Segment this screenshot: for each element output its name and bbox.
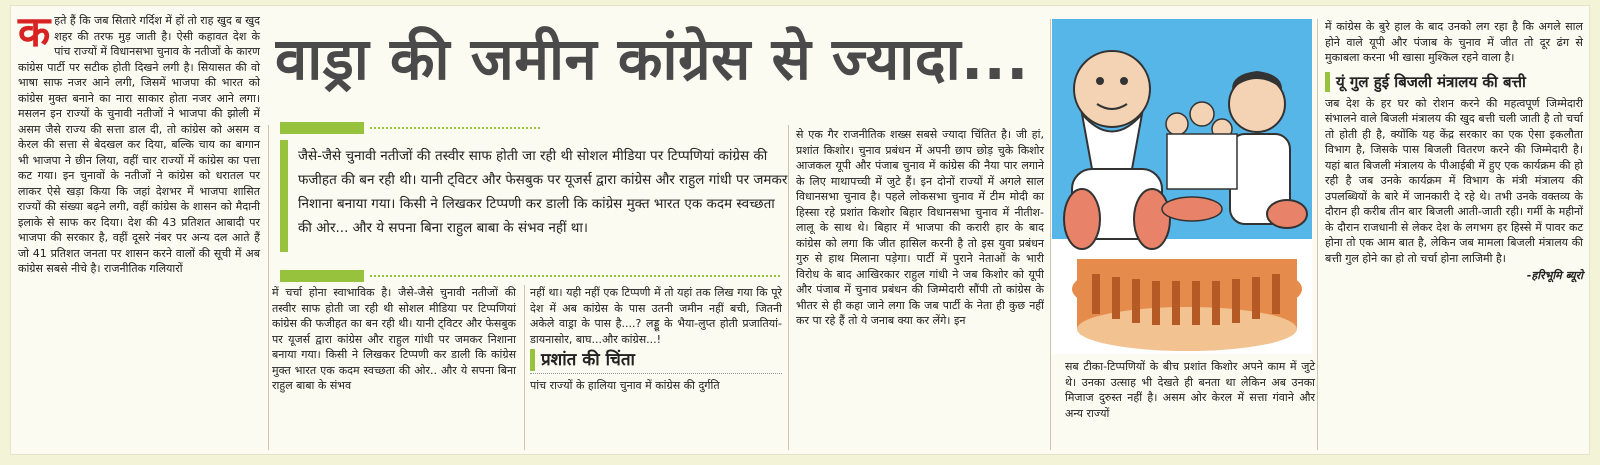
column-divider [268, 125, 269, 450]
byline-credit: -हरिभूमि ब्यूरो [1526, 269, 1583, 282]
cartoon-illustration [1052, 19, 1312, 354]
column-divider [1050, 19, 1051, 450]
pullquote-top-bar [280, 122, 364, 134]
subhead-prashant: प्रशांत की चिंता [530, 349, 782, 371]
newspaper-page [10, 5, 1590, 455]
column-5-text: सब टीका-टिप्पणियों के बीच प्रशांत किशोर अपने काम में जुटे थे। उनका उत्साह भी देखते ही बनता था लेकिन अब उनका मिजाज दुरुस्त नहीं है। असम ओर केरल में सत्ता गंवाने और अन्य राज्यों [1065, 360, 1315, 420]
political-cartoon [1052, 19, 1312, 379]
pullquote-bottom-bar [280, 270, 364, 282]
pullquote-top-dots [370, 127, 540, 129]
pullquote-bottom-dots [370, 275, 780, 277]
column-divider [524, 285, 525, 450]
left-figure-head [1074, 51, 1150, 127]
pull-quote [280, 122, 790, 267]
column-3-text: नहीं था। यही नहीं एक टिप्पणी में तो यहां तक लिख गया कि पूरे देश में अब कांग्रेस के पास उतनी जमीन नहीं बची, जितनी अकेले वाड्रा के पास है....? लड्डू के भैया-लुप्त होती प्रजातियां- डायनासोर, बाघ...और कांग्रेस...! [530, 286, 782, 346]
column-6b-text: जब देश के हर घर को रोशन करने की महत्वपूर्ण जिम्मेदारी संभालने वाले बिजली मंत्रालय की खुद बत्ती चली जाती है तो चर्चा तो होती ही है, क्योंकि यह केंद्र सरकार का एक ऐसा इकलौता विभाग है, जिसके पास बिजली वितरण करने की जिम्मेदारी है। यहां बात बिजली मंत्रालय के पीआईबी में हुए एक कार्यक्रम की हो रही है जब उनके कार्यक्रम में विभाग के मंत्री मंत्रालय की उपलब्धियों के बारे में जानकारी दे रहे थे। तभी उनके वक्तव्य के दौरान ही करीब तीन बार बिजली आती-जाती रही। गर्मी के महीनों के दौरान राजधानी से लेकर देश के लगभग हर हिस्से में पावर कट होना तो एक आम बात है, लेकिन जब मामला बिजली मंत्रालय की बत्ती गुल होने का हो तो चर्चा होना लाजिमी है। [1325, 96, 1583, 265]
column-divider [1317, 19, 1318, 450]
column-4-text: से एक गैर राजनीतिक शख्स सबसे ज्यादा चिंतित है। जी हां, प्रशांत किशोर। चुनाव प्रबंधन में अपनी छाप छोड़ चुके किशोर आजकल यूपी और पंजाब चुनाव में कांग्रेस की नैया पार लगाने के लिए माथापच्ची में जुटे हैं। इन दोनों राज्यों में अगले साल विधानसभा चुनाव है। पहले लोकसभा चुनाव में टीम मोदी का हिस्सा रहे प्रशांत किशोर बिहार विधानसभा चुनाव में नीतीश-लालू के साथ थे। बिहार में भाजपा की करारी हार के बाद कांग्रेस को लगा कि जीत हासिल करनी है तो इस युवा प्रबंधन गुरु से हाथ मिलाना पड़ेगा। पार्टी में पुराने नेताओं के भारी विरोध के बाद आखिरकार राहुल गांधी ने जब किशोर को यूपी और पंजाब में चुनाव प्रबंधन की जिम्मेदारी सौंपी तो कांग्रेस के भीतर से ही कहा जाने लगा कि जब पार्टी के नेता ही कुछ नहीं कर पा रहे हैं तो ये जनाब क्या कर लेंगे। इन [796, 128, 1044, 327]
subhead-electricity: यूं गुल हुई बिजली मंत्रालय की बत्ती [1325, 72, 1583, 92]
article-column-5 [1065, 359, 1315, 421]
column-6a-text: में कांग्रेस के बुरे हाल के बाद उनको लग रहा है कि अगले साल होने वाले यूपी और पंजाब के चुनाव में जीत तो दूर ढंग से मुकाबला करना भी खासा मुश्किल रहने वाला है। [1325, 20, 1583, 64]
pullquote-text: जैसे-जैसे चुनावी नतीजों की तस्वीर साफ होती जा रही थी सोशल मीडिया पर टिप्पणियां कांग्रेस की फजीहत की बन रही थी। यानी ट्विटर और फेसबुक पर यूजर्स द्वारा कांग्रेस और राहुल गांधी पर जमकर निशाना बनाया गया। किसी ने लिखकर टिप्पणी कर डाली कि कांग्रेस मुक्त भारत एक कदम स्वच्छता की ओर... और ये सपना बिना राहुल बाबा के संभव नहीं था। [298, 148, 788, 236]
pullquote-side-bar [280, 140, 288, 252]
dropcap: क [18, 7, 51, 56]
column-1-text: हते हैं कि जब सितारे गर्दिश में हों तो राह खुद ब खुद शहर की तरफ मुड़ जाती है। ऐसी कहावत देश के पांच राज्यों में विधानसभा चुनाव के नतीजों के कारण कांग्रेस पार्टी पर सटीक होती दिखने लगी है। सियासत की वो भाषा साफ नजर आने लगी, जिसमें भाजपा की भारत को कांग्रेस मुक्त बनाने का नारा साकार होता नजर आने लगा। मसलन इन राज्यों के चुनावी नतीजों ने भाजपा की झोली में असम जैसे राज्य की सत्ता डाल दी, तो कांग्रेस को असम व केरल की सत्ता से बेदखल कर दिया, बल्कि चाय का बागान भी भाजपा ने छीन लिया, वहीं चार राज्यों में कांग्रेस का पत्ता कट गया। इन चुनावों के नतीजों ने कांग्रेस को धरातल पर लाकर ऐसे खड़ा किया कि जहां देशभर में भाजपा शासित राज्यों की संख्या बढ़ने लगी, वहीं कांग्रेस के शासन को मैदानी इलाके से साफ कर दिया। देश की 43 प्रतिशत आबादी पर भाजपा की सरकार है, वहीं दूसरे नंबर पर अन्य दल आते हैं जो 41 प्रतिशत जनता पर शासन करने वालों की सूची में अब कांग्रेस सबसे नीचे है। राजनीतिक गलियारों [18, 14, 260, 275]
article-column-1 [10, 5, 266, 455]
column-2-text: में चर्चा होना स्वाभाविक है। जैसे-जैसे चुनावी नतीजों की तस्वीर साफ होती जा रही थी सोशल मीडिया पर टिप्पणियां कांग्रेस की फजीहत का बन रही थी। यानी ट्विटर और फेसबुक पर यूजर्स द्वारा कांग्रेस और राहुल गांधी पर जमकर निशाना बनाया गया। किसी ने लिखकर टिप्पणी कर डाली कि कांग्रेस मुक्त भारत एक कदम स्वच्छता की ओर.. और ये सपना बिना राहुल बाबा के संभव [272, 286, 516, 392]
subhead-underline [530, 373, 782, 374]
article-column-3 [530, 285, 782, 394]
column-divider [788, 125, 789, 450]
article-column-6 [1325, 19, 1583, 284]
column-3b-text: पांच राज्यों के हालिया चुनाव में कांग्रेस की दुर्गति [530, 379, 720, 392]
article-column-4 [796, 127, 1044, 329]
article-column-2 [272, 285, 516, 394]
headline: वाड्रा की जमीन कांग्रेस से ज्यादा... [275, 25, 1029, 93]
